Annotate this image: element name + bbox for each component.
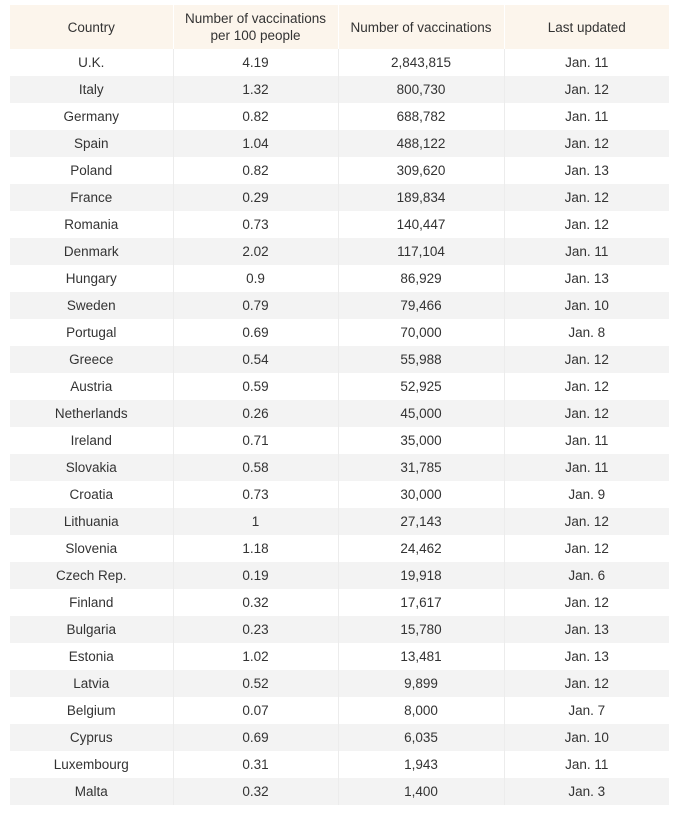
vaccinations-per-100-cell: 0.19 [173,562,338,589]
country-cell: Malta [10,778,173,805]
table-row [10,643,669,670]
vaccinations-per-100-cell: 0.32 [173,778,338,805]
last-updated-cell: Jan. 7 [504,697,669,724]
vaccinations-cell: 2,843,815 [338,49,504,76]
country-cell: Austria [10,373,173,400]
vaccinations-cell: 8,000 [338,697,504,724]
vaccinations-cell: 70,000 [338,319,504,346]
country-cell: Denmark [10,238,173,265]
vaccinations-cell: 52,925 [338,373,504,400]
country-cell: Greece [10,346,173,373]
table-row [10,616,669,643]
vaccinations-cell: 55,988 [338,346,504,373]
last-updated-cell: Jan. 12 [504,400,669,427]
column-header-vaccinations: Number of vaccinations [338,5,504,49]
country-cell: Poland [10,157,173,184]
table-row [10,670,669,697]
table-body [10,49,669,805]
table-row [10,319,669,346]
country-cell: Italy [10,76,173,103]
last-updated-cell: Jan. 9 [504,481,669,508]
last-updated-cell: Jan. 11 [504,49,669,76]
table-row [10,103,669,130]
vaccinations-cell: 86,929 [338,265,504,292]
country-cell: Czech Rep. [10,562,173,589]
vaccinations-per-100-cell: 4.19 [173,49,338,76]
last-updated-cell: Jan. 11 [504,427,669,454]
last-updated-cell: Jan. 12 [504,535,669,562]
vaccinations-per-100-cell: 1.32 [173,76,338,103]
last-updated-cell: Jan. 12 [504,670,669,697]
vaccinations-per-100-cell: 0.07 [173,697,338,724]
vaccinations-per-100-cell: 0.71 [173,427,338,454]
country-cell: Estonia [10,643,173,670]
table-row [10,751,669,778]
header-row [10,5,669,49]
vaccinations-cell: 79,466 [338,292,504,319]
vaccinations-per-100-cell: 0.58 [173,454,338,481]
table-row [10,49,669,76]
country-cell: Bulgaria [10,616,173,643]
last-updated-cell: Jan. 12 [504,589,669,616]
vaccinations-cell: 35,000 [338,427,504,454]
last-updated-cell: Jan. 12 [504,508,669,535]
table-row [10,697,669,724]
vaccinations-per-100-cell: 1.02 [173,643,338,670]
country-cell: Luxembourg [10,751,173,778]
country-cell: Germany [10,103,173,130]
vaccinations-per-100-cell: 0.9 [173,265,338,292]
vaccinations-cell: 13,481 [338,643,504,670]
vaccinations-cell: 1,943 [338,751,504,778]
country-cell: Netherlands [10,400,173,427]
vaccinations-per-100-cell: 0.73 [173,211,338,238]
table-row [10,508,669,535]
table-row [10,265,669,292]
vaccinations-cell: 9,899 [338,670,504,697]
vaccinations-per-100-cell: 0.82 [173,103,338,130]
vaccinations-per-100-cell: 0.79 [173,292,338,319]
vaccinations-per-100-cell: 0.69 [173,724,338,751]
vaccinations-per-100-cell: 0.29 [173,184,338,211]
last-updated-cell: Jan. 6 [504,562,669,589]
vaccinations-cell: 1,400 [338,778,504,805]
country-cell: Ireland [10,427,173,454]
country-cell: Slovenia [10,535,173,562]
vaccination-table [10,5,669,805]
table-row [10,724,669,751]
column-header-last-updated: Last updated [504,5,669,49]
table-row [10,184,669,211]
country-cell: Romania [10,211,173,238]
vaccinations-per-100-cell: 2.02 [173,238,338,265]
table-row [10,535,669,562]
vaccinations-cell: 30,000 [338,481,504,508]
table-row [10,130,669,157]
last-updated-cell: Jan. 11 [504,103,669,130]
table-row [10,238,669,265]
vaccinations-cell: 31,785 [338,454,504,481]
country-cell: Cyprus [10,724,173,751]
vaccinations-per-100-cell: 1.18 [173,535,338,562]
table-row [10,211,669,238]
vaccinations-per-100-cell: 1.04 [173,130,338,157]
vaccinations-cell: 27,143 [338,508,504,535]
vaccinations-cell: 140,447 [338,211,504,238]
last-updated-cell: Jan. 11 [504,454,669,481]
table-row [10,157,669,184]
vaccinations-cell: 189,834 [338,184,504,211]
country-cell: Hungary [10,265,173,292]
last-updated-cell: Jan. 13 [504,157,669,184]
country-cell: Lithuania [10,508,173,535]
column-header-vaccinations-per-100: Number of vaccinations per 100 people [173,5,338,49]
country-cell: France [10,184,173,211]
table-row [10,292,669,319]
table-header [10,5,669,49]
vaccinations-per-100-cell: 0.69 [173,319,338,346]
country-cell: Spain [10,130,173,157]
country-cell: Finland [10,589,173,616]
last-updated-cell: Jan. 12 [504,346,669,373]
vaccinations-per-100-cell: 0.23 [173,616,338,643]
country-cell: Sweden [10,292,173,319]
country-cell: Slovakia [10,454,173,481]
table-row [10,481,669,508]
table-row [10,778,669,805]
last-updated-cell: Jan. 11 [504,751,669,778]
table-row [10,562,669,589]
country-cell: Portugal [10,319,173,346]
vaccinations-cell: 309,620 [338,157,504,184]
vaccinations-per-100-cell: 0.32 [173,589,338,616]
table-row [10,400,669,427]
last-updated-cell: Jan. 10 [504,292,669,319]
last-updated-cell: Jan. 12 [504,130,669,157]
country-cell: Latvia [10,670,173,697]
vaccinations-per-100-cell: 0.26 [173,400,338,427]
last-updated-cell: Jan. 8 [504,319,669,346]
vaccinations-cell: 24,462 [338,535,504,562]
last-updated-cell: Jan. 12 [504,76,669,103]
vaccinations-per-100-cell: 0.73 [173,481,338,508]
vaccinations-per-100-cell: 0.31 [173,751,338,778]
vaccinations-cell: 6,035 [338,724,504,751]
table-row [10,589,669,616]
country-cell: Croatia [10,481,173,508]
table-row [10,427,669,454]
last-updated-cell: Jan. 10 [504,724,669,751]
last-updated-cell: Jan. 13 [504,265,669,292]
country-cell: Belgium [10,697,173,724]
vaccinations-cell: 17,617 [338,589,504,616]
vaccinations-cell: 800,730 [338,76,504,103]
last-updated-cell: Jan. 3 [504,778,669,805]
last-updated-cell: Jan. 12 [504,373,669,400]
table-row [10,454,669,481]
vaccinations-cell: 19,918 [338,562,504,589]
vaccinations-per-100-cell: 0.59 [173,373,338,400]
table-row [10,346,669,373]
vaccinations-cell: 688,782 [338,103,504,130]
country-cell: U.K. [10,49,173,76]
vaccinations-cell: 488,122 [338,130,504,157]
vaccinations-per-100-cell: 1 [173,508,338,535]
last-updated-cell: Jan. 13 [504,643,669,670]
vaccinations-cell: 117,104 [338,238,504,265]
table-row [10,76,669,103]
vaccinations-per-100-cell: 0.52 [173,670,338,697]
last-updated-cell: Jan. 13 [504,616,669,643]
vaccinations-per-100-cell: 0.54 [173,346,338,373]
last-updated-cell: Jan. 12 [504,184,669,211]
column-header-country: Country [10,5,173,49]
last-updated-cell: Jan. 12 [504,211,669,238]
vaccinations-cell: 15,780 [338,616,504,643]
table-row [10,373,669,400]
last-updated-cell: Jan. 11 [504,238,669,265]
vaccinations-per-100-cell: 0.82 [173,157,338,184]
vaccinations-cell: 45,000 [338,400,504,427]
vaccination-table-container [10,5,669,805]
